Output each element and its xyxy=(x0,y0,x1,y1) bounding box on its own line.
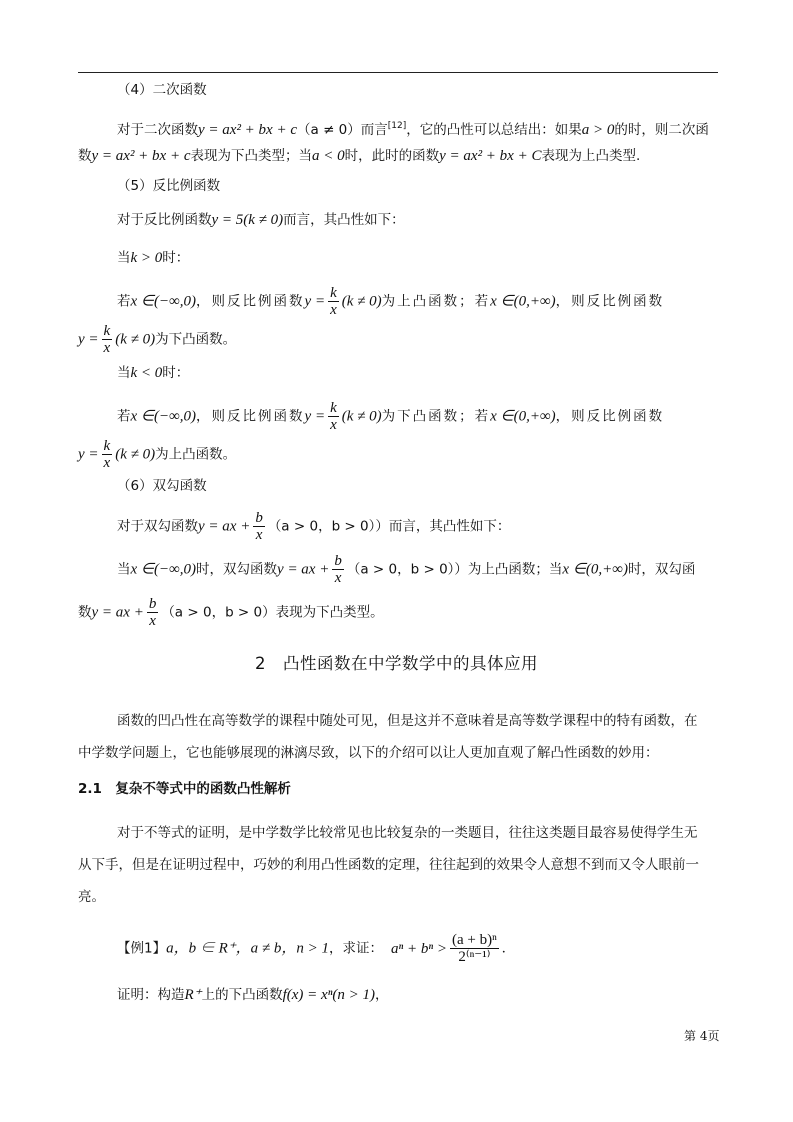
s6-line3: 数y = ax + $\frac{b}{x}$ （a > 0，b > 0）表现为下凸类型。 xyxy=(78,596,384,629)
s2-para-line2: 中学数学问题上，它也能够展现的淋漓尽致，以下的介绍可以让人更加直观了解凸性函数的妙用： xyxy=(78,745,659,761)
fraction-k-over-x: $\frac{k}{x}$ xyxy=(330,285,337,318)
s5-case2-line1: 若x ∈(−∞,0)，则反比例函数y = $\frac{k}{x}$ (k ≠ 0)为下凸函数；若x ∈(0,+∞)，则反比例函数 xyxy=(117,400,665,433)
s5-case1-line2: y = $\frac{k}{x}$ (k ≠ 0)为下凸函数。 xyxy=(78,323,237,356)
s5-case1: 当k > 0时： xyxy=(117,250,190,266)
s5-case1-line1: 若x ∈(−∞,0)，则反比例函数y = $\frac{k}{x}$ (k ≠ 0)为上凸函数；若x ∈(0,+∞)，则反比例函数 xyxy=(117,285,665,318)
page-number: 第 4页 xyxy=(684,1029,720,1043)
citation: [12] xyxy=(387,121,407,131)
s2-para-line1: 函数的凹凸性在高等数学的课程中随处可见，但是这并不意味着是高等数学课程中的特有函数，在 xyxy=(117,713,698,729)
fraction-b-over-x: $\frac{b}{x}$ xyxy=(334,553,342,586)
fraction-k-over-x: $\frac{k}{x}$ xyxy=(103,438,111,471)
subsection-heading: 2.1 复杂不等式中的函数凸性解析 xyxy=(78,781,291,797)
fraction-b-over-x: $\frac{b}{x}$ xyxy=(255,510,263,543)
s5-case2: 当k < 0时： xyxy=(117,365,190,381)
example-label: 【例1】 xyxy=(117,940,167,957)
s6-title: （6）双勾函数 xyxy=(117,478,207,494)
fraction-k-over-x: $\frac{k}{x}$ xyxy=(103,323,111,356)
s5-title: （5）反比例函数 xyxy=(117,178,221,194)
fraction-b-over-x: $\frac{b}{x}$ xyxy=(148,596,157,629)
s21-para-line1: 对于不等式的证明，是中学数学比较常见也比较复杂的一类题目，往往这类题目最容易使得学生无 xyxy=(117,825,698,841)
example-fraction: $\frac{\text{(a + b)ⁿ}}{\text{2⁽ⁿ⁻¹⁾}}$ xyxy=(451,932,497,965)
s4-line2: 数y = ax² + bx + c表现为下凸类型；当a < 0时，此时的函数y = ax² + bx + C表现为上凸类型. xyxy=(78,148,641,164)
s5-case2-line2: y = $\frac{k}{x}$ (k ≠ 0)为上凸函数。 xyxy=(78,438,237,471)
example-1: 【例1】a，b ∈ R⁺，a ≠ b，n > 1，求证： aⁿ + bⁿ > $\frac{\text{(a + b)ⁿ}}{\text{2⁽ⁿ⁻¹⁾}}$ . xyxy=(117,932,506,965)
s21-para-line2: 从下手，但是在证明过程中，巧妙的利用凸性函数的定理，往往起到的效果令人意想不到而又令人眼前一 xyxy=(78,857,699,873)
s4-title: （4）二次函数 xyxy=(117,82,207,98)
s6-intro: 对于双勾函数y = ax + $\frac{b}{x}$ （a > 0，b > 0））而言，其凸性如下： xyxy=(117,510,511,543)
s6-line2: 当x ∈(−∞,0)时，双勾函数y = ax + $\frac{b}{x}$ （a > 0，b > 0））为上凸函数；当x ∈(0,+∞)时，双勾函 xyxy=(117,553,696,586)
proof-line: 证明：构造R⁺上的下凸函数f(x) = xⁿ(n > 1)， xyxy=(117,987,389,1003)
fraction-k-over-x: $\frac{k}{x}$ xyxy=(330,400,337,433)
header-rule xyxy=(78,72,718,73)
section-heading: 2 凸性函数在中学数学中的具体应用 xyxy=(255,654,538,673)
s4-line1: 对于二次函数y = ax² + bx + c（a ≠ 0）而言[12]，它的凸性可以总结出：如果a > 0的时，则二次函 xyxy=(117,121,709,138)
s5-intro: 对于反比例函数y = 5(k ≠ 0)而言，其凸性如下： xyxy=(117,212,405,228)
s21-para-line3: 亮。 xyxy=(78,889,105,905)
